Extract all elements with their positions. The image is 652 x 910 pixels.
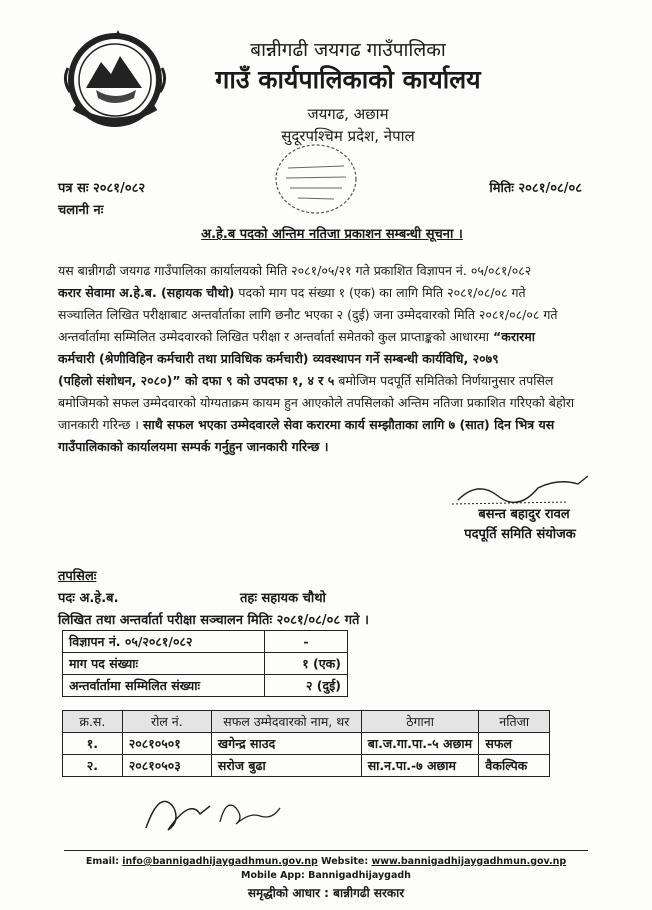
table-cell: १ (एक) <box>265 653 348 675</box>
table-cell: २०८१०५०३ <box>122 755 211 777</box>
table-cell: विज्ञापन नं. ०५/२०८१/०८२ <box>63 631 265 653</box>
body-text-bold: गाउँपालिकाको कार्यालयमा सम्पर्क गर्नुहुन जानकारी गरिन्छ । <box>58 439 329 454</box>
results-table <box>62 710 550 777</box>
column-header: क्र.स. <box>63 711 123 733</box>
table-row <box>63 733 550 755</box>
org-name-line2: गाउँ कार्यपालिकाको कार्यालय <box>215 65 481 94</box>
table-cell: २०८१०५०१ <box>122 733 211 755</box>
level-label: तहः सहायक चौथो <box>240 591 326 606</box>
body-text: बमोजिमको सफल उम्मेदवारको योग्यताक्रम कायम हुन आएकोले तपसिलको अन्तिम नतिजा प्रकाशित गरिएको बेहोरा <box>58 395 575 410</box>
body-text-bold: कर्मचारी (श्रेणीविहिन कर्मचारी तथा प्राविधिक कर्मचारी) व्यवस्थापन गर्ने सम्बन्धी कार्यविधि, २०७९ <box>58 351 499 366</box>
reference-number: पत्र सः २०८१/०८२ <box>58 181 146 196</box>
table-row <box>63 653 348 675</box>
footer-slogan: समृद्धीको आधार : बान्नीगढी सरकार <box>247 886 405 900</box>
body-text: बमोजिम पदपूर्ति समितिको निर्णयानुसार तपसिल <box>334 373 554 388</box>
address-line1: जयगढ, अछाम <box>307 105 389 123</box>
notice-body <box>58 260 598 458</box>
table-cell: सा.न.पा.-७ अछाम <box>361 755 479 777</box>
footer-contact <box>64 856 588 867</box>
body-text: सञ्चालित लिखित परीक्षाबाट अन्तर्वार्ताका लागि छनौट भएका २ (दुई) जना उम्मेदवारको मिति २०८१/०८/०८ गते <box>58 307 558 322</box>
address-line2: सुदूरपश्चिम प्रदेश, नेपाल <box>281 127 415 145</box>
committee-signatures-icon <box>140 778 300 840</box>
details-heading: तपसिलः <box>58 569 97 584</box>
table-row <box>63 755 550 777</box>
table-cell: माग पद संख्याः <box>63 653 265 675</box>
website-link[interactable]: www.bannigadhijaygadhmun.gov.np <box>371 856 567 867</box>
dispatch-number: चलानी नः <box>58 203 104 218</box>
table-cell: १. <box>63 733 123 755</box>
table-cell: अन्तर्वार्तामा सम्मिलित संख्याः <box>63 675 265 697</box>
body-text-bold: साथै सफल भएका उम्मेदवारले सेवा करारमा कार्य सम्झौताका लागि ७ (सात) दिन भित्र यस <box>143 417 555 432</box>
org-name-line1: बान्नीगढी जयगढ गाउँपालिका <box>250 39 446 61</box>
signatory-name: बसन्त बहादुर रावल <box>478 507 570 522</box>
office-stamp-icon <box>268 138 364 220</box>
footer-mobile-app: Mobile App: Bannigadhijaygadh <box>241 870 411 881</box>
column-header: ठेगाना <box>361 711 479 733</box>
nepal-emblem-icon <box>56 28 174 132</box>
body-text: अन्तर्वार्तामा सम्मिलित उम्मेदवारको लिखित परीक्षा र अन्तर्वार्ता समेतको कुल प्राप्ताङ्कको आधारमा <box>58 329 494 344</box>
body-text: पदको माग पद संख्या १ (एक) का लागि मिति २०८१/०८/०८ गते <box>234 285 526 300</box>
email-link[interactable]: info@bannigadhijaygadhmun.gov.np <box>122 856 318 867</box>
email-label: Email: <box>85 856 123 867</box>
exam-date: लिखित तथा अन्तर्वार्ता परीक्षा सञ्चालन मितिः २०८१/०८/०८ गते । <box>58 613 369 628</box>
table-cell: सफल <box>479 733 550 755</box>
footer-divider <box>64 850 588 851</box>
body-text-bold: (पहिलो संशोधन, २०८०)” को दफा ९ को उपदफा १, ४ र ५ <box>58 373 335 388</box>
signatory-role: पदपूर्ति समिति संयोजक <box>464 527 576 542</box>
website-label: Website: <box>317 856 372 867</box>
table-row <box>63 631 348 653</box>
table-cell: २. <box>63 755 123 777</box>
body-text: जानकारी गरिन्छ । <box>58 417 144 432</box>
table-cell: बा.ज.गा.पा.-५ अछाम <box>361 733 479 755</box>
column-header: सफल उम्मेदवारको नाम, थर <box>211 711 361 733</box>
table-header-row <box>63 711 550 733</box>
post-label: पदः अ.हे.ब. <box>58 591 119 606</box>
summary-table <box>62 630 348 697</box>
body-text-bold: “करारमा <box>493 329 536 344</box>
column-header: नतिजा <box>479 711 550 733</box>
table-row <box>63 675 348 697</box>
table-cell: वैकल्पिक <box>479 755 550 777</box>
body-text: यस बान्नीगढी जयगढ गाउँपालिका कार्यालयको मिति २०८१/०५/२१ गते प्रकाशित विज्ञापन नं. ०५/०८१/०८२ <box>58 263 532 278</box>
notice-date: मितिः २०८१/०८/०८ <box>489 181 582 196</box>
column-header: रोल नं. <box>122 711 211 733</box>
table-cell: सरोज बुढा <box>211 755 361 777</box>
body-text-bold: करार सेवामा अ.हे.ब. (सहायक चौथो) <box>58 285 235 300</box>
table-cell: खगेन्द्र साउद <box>211 733 361 755</box>
table-cell: २ (दुई) <box>265 675 348 697</box>
notice-subject: अ.हे.ब पदको अन्तिम नतिजा प्रकाशन सम्बन्धी सूचना । <box>201 227 463 242</box>
table-cell: - <box>265 631 348 653</box>
